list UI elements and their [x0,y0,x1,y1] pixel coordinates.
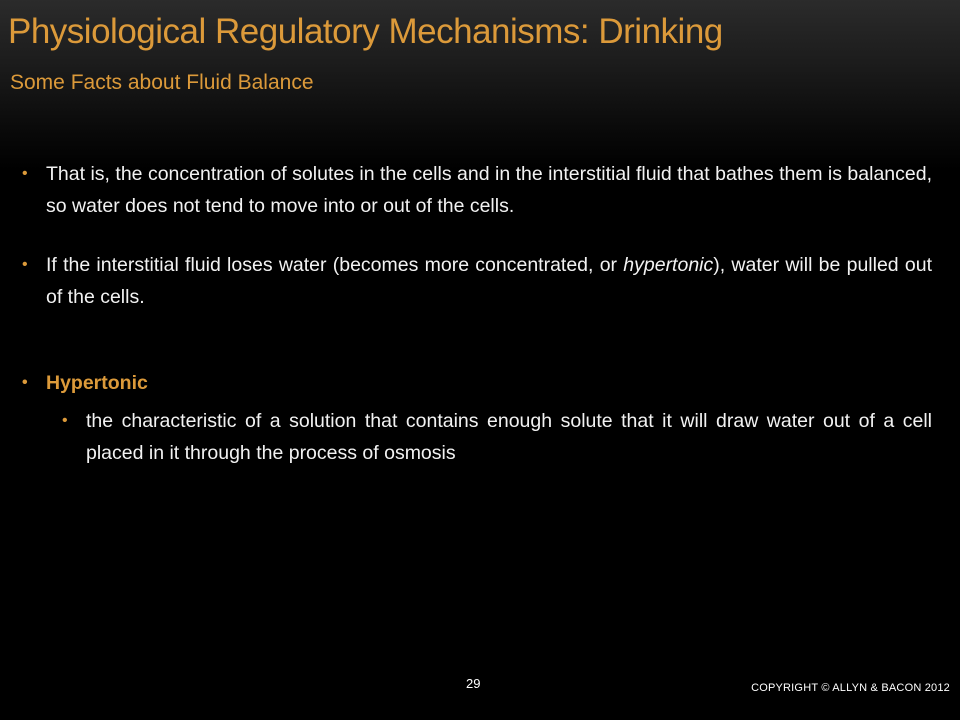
bullet-text: That is, the concentration of solutes in the cells and in the interstitial fluid that bathes them is balanced, so water does not tend to move into or out of the cells. [46,163,932,217]
sub-bullet-item [62,405,932,469]
bullet-text: ), water will be pulled out of the cells. [46,254,932,308]
bullet-text: If the interstitial fluid loses water (becomes more concentrated, or [46,254,624,276]
bullet-heading-text: Hypertonic [46,372,148,394]
page-number: 29 [466,676,481,691]
slide-subtitle: Some Facts about Fluid Balance [10,71,314,94]
bullet-dot-icon: • [22,165,28,182]
bullet-heading [22,367,932,399]
bullet-dot-icon: • [62,412,68,429]
bullet-item [22,158,932,222]
bullet-emphasis: hypertonic [623,254,714,276]
bullet-dot-icon: • [22,256,28,273]
slide-content [22,158,932,469]
copyright-notice: COPYRIGHT © ALLYN & BACON 2012 [751,682,950,694]
bullet-item [22,249,932,313]
slide-title: Physiological Regulatory Mechanisms: Drinking [8,12,723,51]
sub-bullet-text: the characteristic of a solution that contains enough solute that it will draw water out of a cell placed in it through the process of osmosis [86,410,932,464]
bullet-dot-icon: • [22,374,28,391]
